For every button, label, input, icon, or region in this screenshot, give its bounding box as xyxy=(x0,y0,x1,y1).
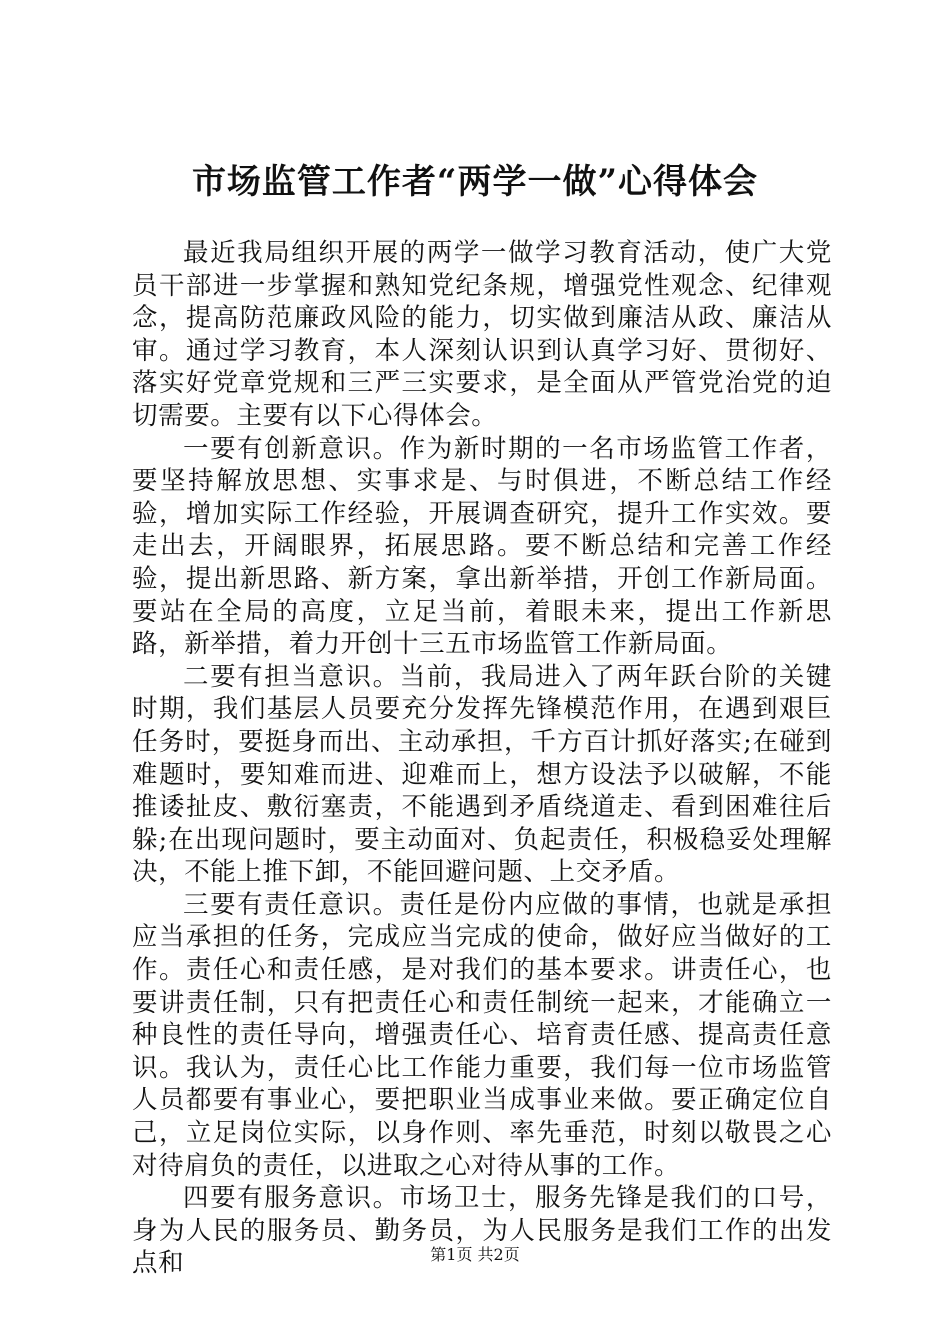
document-body xyxy=(132,237,832,1280)
page-footer: 第1页 共2页 xyxy=(430,1245,520,1264)
document-title: 市场监管工作者“两学一做”心得体会 xyxy=(191,162,759,202)
paragraph-sense-of-duty: 三要有责任意识。责任是份内应做的事情，也就是承担应当承担的任务，完成应当完成的使命，做好应当做好的工作。责任心和责任感，是对我们的基本要求。讲责任心，也要讲责任制，只有把责任心和责任制统一起来，才能确立一种良性的责任导向，增强责任心、培育责任感、提高责任意识。我认为，责任心比工作能力重要，我们每一位市场监管人员都要有事业心，要把职业当成事业来做。要正确定位自己，立足岗位实际，以身作则、率先垂范，时刻以敬畏之心对待肩负的责任，以进取之心对待从事的工作。 xyxy=(132,889,832,1181)
paragraph-intro: 最近我局组织开展的两学一做学习教育活动，使广大党员干部进一步掌握和熟知党纪条规，增强党性观念、纪律观念，提高防范廉政风险的能力，切实做到廉洁从政、廉洁从审。通过学习教育，本人深刻认识到认真学习好、贯彻好、落实好党章党规和三严三实要求，是全面从严管党治党的迫切需要。主要有以下心得体会。 xyxy=(132,238,832,431)
paragraph-service: 四要有服务意识。市场卫士，服务先锋是我们的口号，身为人民的服务员、勤务员，为人民服务是我们工作的出发点和 xyxy=(132,1183,832,1279)
paragraph-innovation: 一要有创新意识。作为新时期的一名市场监管工作者，要坚持解放思想、实事求是、与时俱进，不断总结工作经验，增加实际工作经验，开展调查研究，提升工作实效。要走出去，开阔眼界，拓展思路。要不断总结和完善工作经验，提出新思路、新方案，拿出新举措，开创工作新局面。要站在全局的高度，立足当前，着眼未来，提出工作新思路，新举措，着力开创十三五市场监管工作新局面。 xyxy=(132,433,832,660)
paragraph-responsibility-taking: 二要有担当意识。当前，我局进入了两年跃台阶的关键时期，我们基层人员要充分发挥先锋模范作用，在遇到艰巨任务时，要挺身而出、主动承担，千方百计抓好落实;在碰到难题时，要知难而进、迎难而上，想方设法予以破解，不能推诿扯皮、敷衍塞责，不能遇到矛盾绕道走、看到困难往后躲;在出现问题时，要主动面对、负起责任，积极稳妥处理解决，不能上推下卸，不能回避问题、上交矛盾。 xyxy=(132,661,832,888)
